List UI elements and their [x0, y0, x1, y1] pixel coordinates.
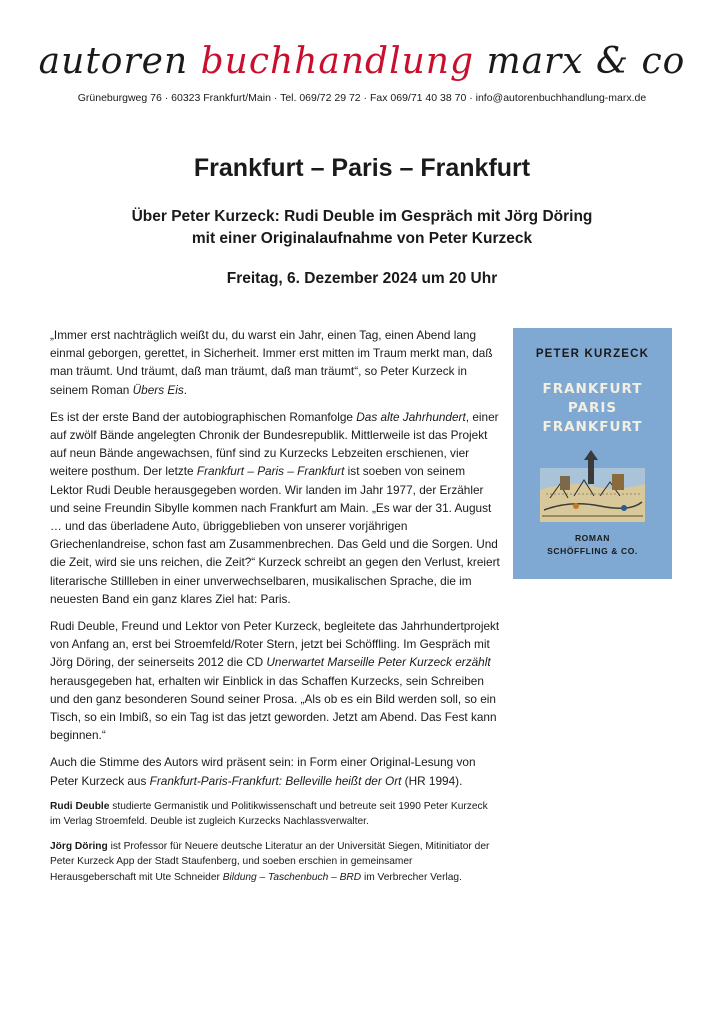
cover-title-line: PARIS — [567, 400, 618, 416]
cover-genre: ROMAN — [574, 533, 611, 543]
book-title-ubers-eis: Übers Eis — [132, 382, 184, 397]
logo-word-autoren: autoren — [38, 41, 201, 82]
bio-rudi-deuble: Rudi Deuble studierte Germanistik und Politikwissenschaft und betreute seit 1990 Peter Kurzeck im Verlag Stroemfeld. Deuble ist zugleich Kurzecks Nachlassverwalter. — [50, 800, 488, 828]
bio-joerg-doering: Jörg Döring ist Professor für Neuere deutsche Literatur an der Universität Siegen, Mitinitiator der Peter Kurzeck App der Stadt Staufenberg, und soeben erschien in gemeinsamer Herausgeberschaft mit Ute Schneider Bildung – Taschenbuch – BRD im Verbrecher Verlag. — [50, 840, 490, 883]
logo-word-buchhandlung: buchhandlung — [200, 41, 474, 82]
cover-illustration — [540, 450, 645, 522]
event-date: Freitag, 6. Dezember 2024 um 20 Uhr — [226, 270, 498, 287]
event-title: Frankfurt – Paris – Frankfurt — [193, 154, 531, 182]
logo-word-marx-co: marx & co — [474, 41, 686, 82]
cover-title — [513, 380, 672, 437]
cover-author: PETER KURZECK — [535, 348, 650, 360]
cover-title-line: FRANKFURT — [542, 419, 643, 435]
cover-title-line: FRANKFURT — [542, 381, 643, 397]
cover-publisher: SCHÖFFLING & CO. — [547, 546, 638, 556]
paragraph-series: Es ist der erste Band der autobiographischen Romanfolge Das alte Jahrhundert, einer auf zwölf Bände angelegten Chronik der Bundesrepublik. Mittlerweile ist das Projekt auf neun Bände angewachsen, fünf sind zu Kurzecks Lebzeiten erschienen, vier weitere posthum. Der letzte Frankfurt – Paris – Frankfurt ist soeben von seinem Lektor Rudi Deuble herausgegeben worden. Wir landen im Jahr 1977, der Erzähler und seine Freundin Sibylle kommen nach Frankfurt am Main. „Es war der 31. August … und das überladene Auto, übriggeblieben von unserer vorjährigen Griechenlandreise, schon fast am Zusammenbrechen. Das Geld und die Sorgen. Und die Zeit, wird sie uns reichen, die Zeit?“ Kurzeck schreibt an gegen den Verlust, kreiert literarische Stillleben in einer unverwechselbaren, musikalischen Sprache, die im neuesten Band ein ganz klares Ziel hat: Paris. — [50, 409, 500, 606]
bio-book-title: Bildung – Taschenbuch – BRD — [222, 871, 362, 883]
subtitle-line-2: mit einer Originalaufnahme von Peter Kurzeck — [191, 230, 533, 247]
paragraph-recording: Auch die Stimme des Autors wird präsent sein: in Form einer Original-Lesung von Peter Kurzeck aus Frankfurt-Paris-Frankfurt: Belleville heißt der Ort (HR 1994). — [50, 755, 476, 788]
event-description — [50, 326, 500, 894]
paragraph-quote: „Immer erst nachträglich weißt du, du warst ein Jahr, einen Tag, einen Abend lang einmal geborgen, gerettet, in Sicherheit. Immer erst mitten im Traum merkt man, daß man träumt. Und träumt, daß man träumt, daß man träumt“, so Peter Kurzeck in seinem Roman Übers Eis. — [50, 328, 493, 397]
bookstore-logo — [0, 40, 724, 84]
cd-title: Unerwartet Marseille Peter Kurzeck erzählt — [266, 655, 491, 670]
subtitle-line-1: Über Peter Kurzeck: Rudi Deuble im Gespräch mit Jörg Döring — [131, 208, 593, 225]
bio-name: Jörg Döring — [50, 840, 108, 852]
book-cover — [513, 328, 672, 579]
bio-name: Rudi Deuble — [50, 800, 110, 812]
book-title-frankfurt-paris: Frankfurt – Paris – Frankfurt — [196, 464, 345, 479]
recording-title: Frankfurt-Paris-Frankfurt: Belleville heißt der Ort — [149, 773, 402, 788]
paragraph-deuble: Rudi Deuble, Freund und Lektor von Peter Kurzeck, begleitete das Jahrhundertprojekt von Anfang an, erst bei Stroemfeld/Roter Stern, jetzt bei Schöffling. Im Gespräch mit Jörg Döring, der seinerseits 2012 die CD Unerwartet Marseille Peter Kurzeck erzählt herausgegeben hat, erhalten wir Einblick in das Schaffen Kurzecks, sein Schreiben und den ganz besonderen Sound seiner Prosa. „Als ob es ein Bild werden soll, so ein Tisch, so ein Imbiß, so ein Tag ist das jetzt geworden. Jetzt am Abend. Das Fest kann beginnen.“ — [50, 619, 500, 743]
event-subtitle — [0, 206, 724, 250]
contact-address: Grüneburgweg 76 · 60323 Frankfurt/Main · Tel. 069/72 29 72 · Fax 069/71 40 38 70 · info@autorenbuchhandlung-marx.de — [77, 92, 647, 104]
series-title: Das alte Jahrhundert — [356, 409, 466, 424]
